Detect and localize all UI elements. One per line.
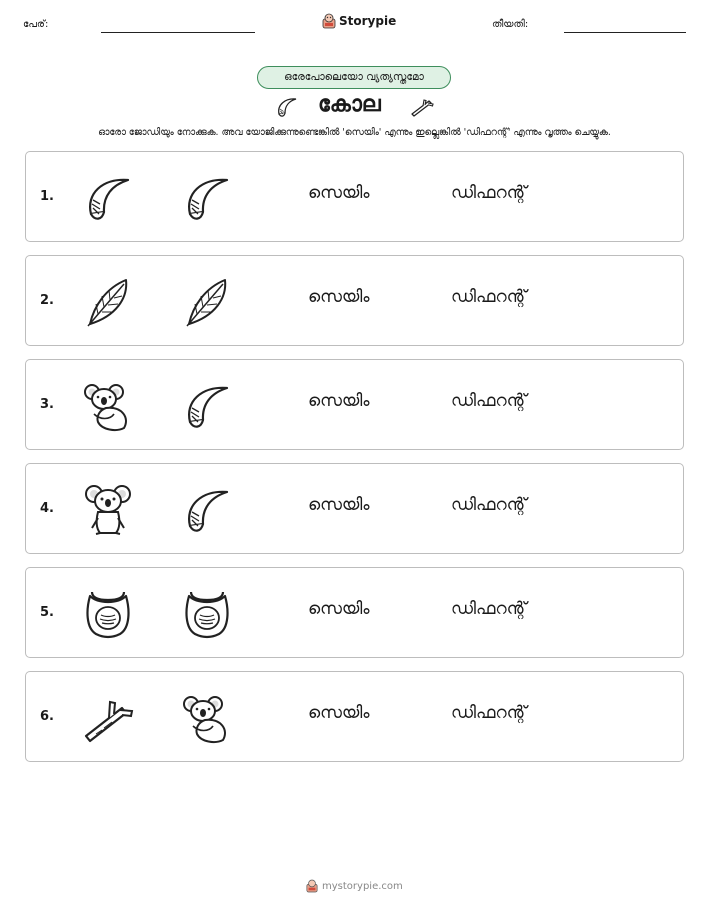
pouch-icon: [82, 588, 134, 640]
different-option[interactable]: ഡിഫറന്റ്: [451, 495, 527, 515]
claw-icon: [181, 172, 233, 224]
question-number: 4.: [40, 501, 54, 516]
claw-icon: [181, 380, 233, 432]
footer: [306, 879, 403, 893]
different-option[interactable]: ഡിഫറന്റ്: [451, 599, 527, 619]
different-option[interactable]: ഡിഫറന്റ്: [451, 391, 527, 411]
question-card: [25, 255, 684, 346]
name-line[interactable]: [101, 32, 255, 33]
brand-logo: [322, 13, 396, 29]
same-option[interactable]: സെയിം: [308, 703, 370, 723]
question-number: 1.: [40, 189, 54, 204]
different-option[interactable]: ഡിഫറന്റ്: [451, 703, 527, 723]
page-title: കോല: [318, 92, 381, 117]
question-card: [25, 359, 684, 450]
koala-icon: [82, 380, 134, 432]
claw-icon: [82, 172, 134, 224]
question-number: 3.: [40, 397, 54, 412]
same-option[interactable]: സെയിം: [308, 495, 370, 515]
koala-sitting-icon: [82, 484, 134, 536]
name-label: പേര്:: [23, 19, 49, 30]
question-card: [25, 463, 684, 554]
different-option[interactable]: ഡിഫറന്റ്: [451, 183, 527, 203]
brand-name: Storypie: [339, 14, 397, 28]
claw-icon: [273, 94, 301, 120]
koala-icon: [181, 692, 233, 744]
same-option[interactable]: സെയിം: [308, 599, 370, 619]
storypie-icon: [306, 879, 318, 893]
pouch-icon: [181, 588, 233, 640]
instructions: ഓരോ ജോഡിയും നോക്കുക. അവ യോജിക്കുന്നുണ്ടെങ്കിൽ 'സെയിം' എന്നും ഇല്ലെങ്കിൽ 'ഡിഫറന്റ്' എന്നും വൃത്തം ചെയ്യുക.: [98, 127, 611, 138]
question-number: 2.: [40, 293, 54, 308]
date-label: തീയതി:: [492, 19, 529, 30]
worksheet-type-badge: [257, 66, 451, 89]
question-card: [25, 671, 684, 762]
date-line[interactable]: [564, 32, 686, 33]
title-row: [0, 92, 709, 122]
storypie-icon: [322, 13, 336, 29]
question-number: 5.: [40, 605, 54, 620]
different-option[interactable]: ഡിഫറന്റ്: [451, 287, 527, 307]
same-option[interactable]: സെയിം: [308, 391, 370, 411]
question-number: 6.: [40, 709, 54, 724]
question-card: [25, 567, 684, 658]
badge-text: ഒരേപോലെയോ വ്യത്യസ്തമോ: [284, 71, 424, 83]
same-option[interactable]: സെയിം: [308, 287, 370, 307]
footer-site[interactable]: mystorypie.com: [322, 880, 403, 892]
leaf-icon: [82, 276, 134, 328]
question-card: [25, 151, 684, 242]
claw-icon: [181, 484, 233, 536]
same-option[interactable]: സെയിം: [308, 183, 370, 203]
branch-icon: [408, 94, 436, 120]
leaf-icon: [181, 276, 233, 328]
branch-icon: [82, 692, 134, 744]
